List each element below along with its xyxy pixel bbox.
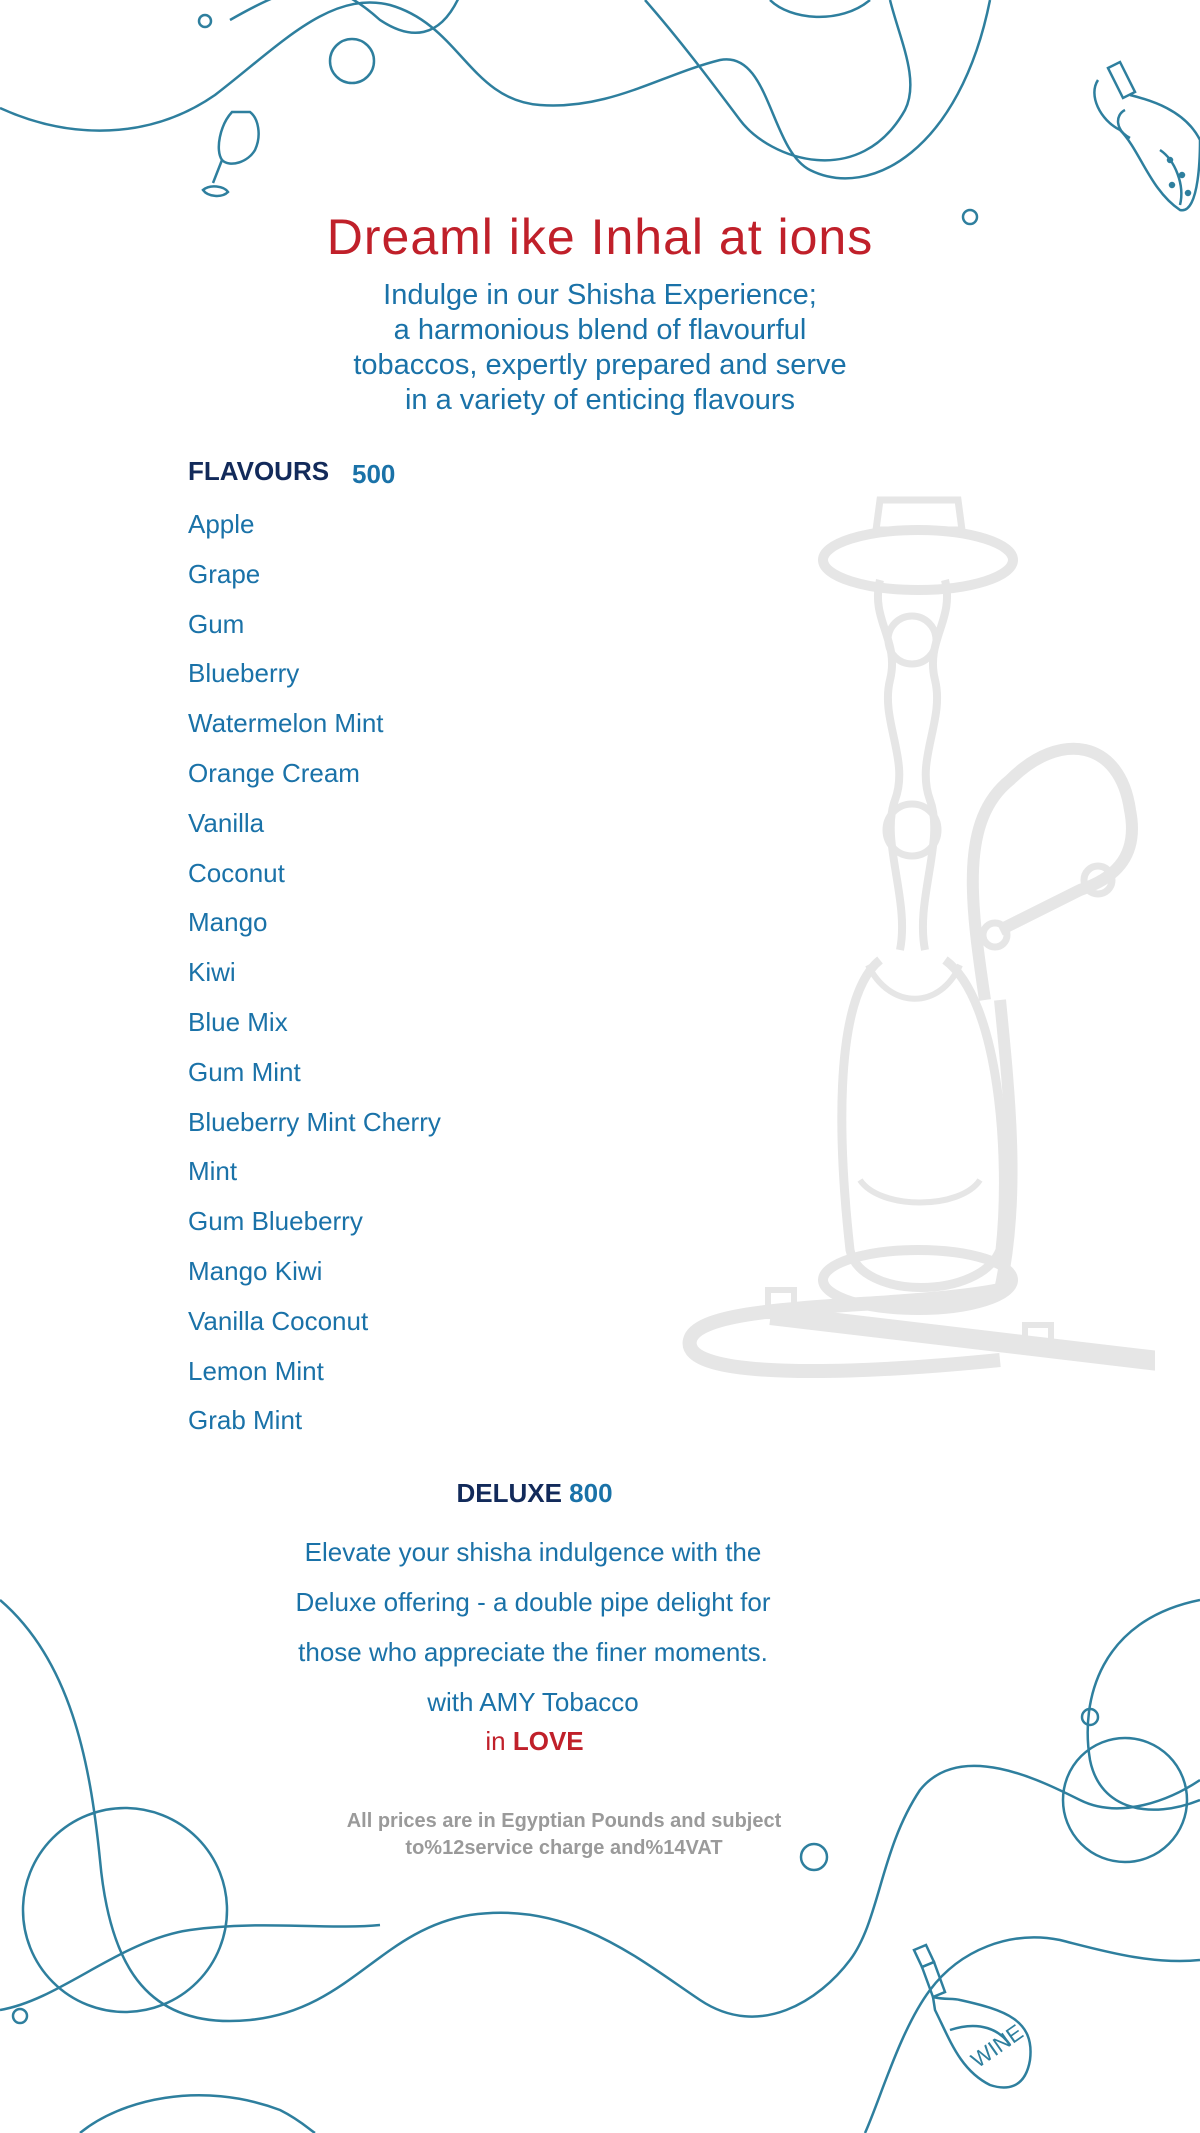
flavour-item: Coconut [188, 857, 285, 888]
flavour-item: Watermelon Mint [188, 708, 384, 739]
deluxe-label: DELUXE [456, 1478, 562, 1508]
subtitle-line: Indulge in our Shisha Experience; [383, 279, 817, 311]
flavour-item: Gum Blueberry [188, 1206, 363, 1237]
top-swirl-lines [0, 0, 990, 224]
love-word: LOVE [512, 1726, 584, 1756]
wine-bottle-label: WINE [966, 2019, 1028, 2073]
deluxe-description-line: Elevate your shisha indulgence with the [304, 1537, 762, 1567]
flavours-price: 500 [352, 459, 396, 489]
flavour-item: Vanilla [188, 807, 265, 838]
flavour-item: Apple [188, 509, 255, 539]
flavour-item: Grab Mint [188, 1405, 303, 1436]
flavour-item: Blueberry Mint Cherry [188, 1106, 441, 1137]
deluxe-heading [0, 1478, 1069, 1509]
deluxe-description-line: those who appreciate the finer moments. [298, 1637, 768, 1667]
wine-bottle-icon [914, 1945, 1031, 2087]
flavour-item: Mango Kiwi [188, 1255, 323, 1286]
price-footnote [300, 1808, 828, 1862]
flavour-item: Orange Cream [188, 757, 360, 788]
flavour-item: Mint [188, 1156, 238, 1187]
flavour-item: Grape [188, 558, 261, 589]
flavours-heading: FLAVOURS [188, 456, 330, 486]
deluxe-description-line: with AMY Tobacco [427, 1687, 639, 1717]
flavour-item: Mango [188, 907, 268, 938]
menu-subtitle [300, 278, 900, 418]
flavour-item: Vanilla Coconut [188, 1305, 369, 1336]
flavour-item: Gum Mint [188, 1056, 301, 1087]
flavours-list [188, 508, 441, 1454]
bottle-icon [1094, 62, 1200, 210]
deluxe-description [233, 1527, 833, 1727]
deluxe-description-line: Deluxe offering - a double pipe delight for [295, 1587, 771, 1617]
footnote-line: All prices are in Egyptian Pounds and subject [346, 1810, 782, 1832]
flavour-item: Lemon Mint [188, 1355, 324, 1386]
wine-glass-icon [203, 112, 259, 196]
subtitle-line: tobaccos, expertly prepared and serve [353, 349, 847, 381]
love-line [0, 1726, 1069, 1757]
flavour-item: Blue Mix [188, 1006, 288, 1037]
subtitle-line: in a variety of enticing flavours [404, 384, 796, 416]
menu-title: Dreaml ike Inhal at ions [326, 209, 874, 265]
deluxe-price: 800 [569, 1478, 613, 1508]
subtitle-line: a harmonious blend of flavourful [393, 314, 807, 346]
footnote-line: to%12service charge and%14VAT [405, 1837, 723, 1859]
hookah-watermark-icon [690, 500, 1150, 1371]
flavour-item: Gum [188, 608, 245, 639]
flavour-item: Blueberry [188, 658, 300, 689]
flavour-item: Kiwi [188, 957, 236, 988]
love-prefix: in [485, 1726, 506, 1756]
